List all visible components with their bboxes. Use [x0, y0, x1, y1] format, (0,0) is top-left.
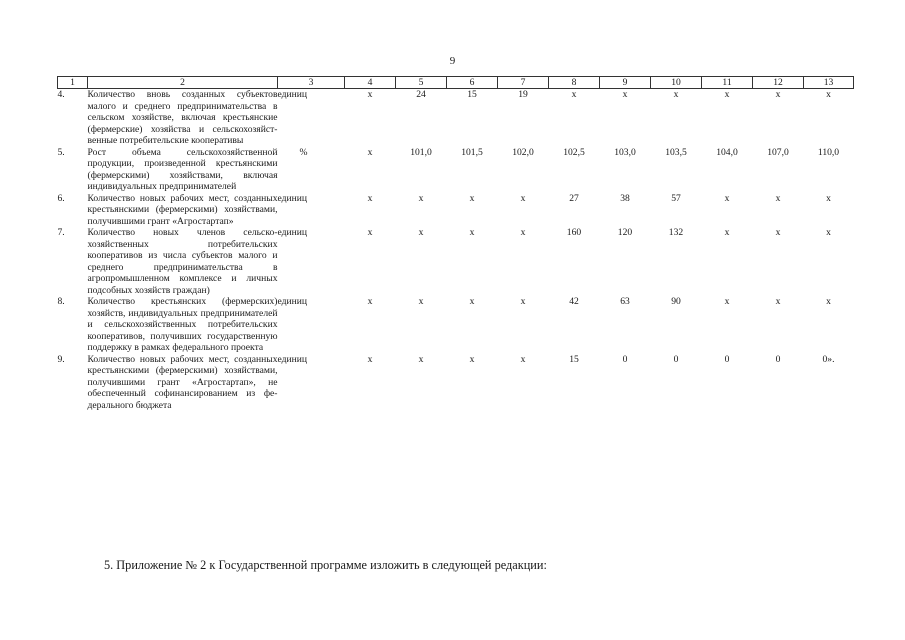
value-cell: 102,5 [563, 146, 585, 158]
row-unit: единиц [277, 192, 308, 204]
value-cell: х [673, 89, 679, 100]
value-cell: х [826, 89, 831, 100]
header-cell: 7 [498, 77, 549, 89]
indicators-table [57, 76, 854, 411]
value-cell: х [724, 296, 730, 307]
table-row [58, 296, 854, 354]
value-cell: х [418, 227, 424, 238]
value-cell: х [367, 353, 373, 365]
value-cell: х [367, 89, 373, 100]
row-description: Количество крестьянских (фермерских) хозяйств, индивидуальных предпринимателей и сельскохозяйственных потребительских кооперативов, получивших государственную поддержку в рамках федерального проекта [87, 296, 278, 353]
value-cell: 19 [518, 89, 528, 100]
value-cell: 103,5 [665, 146, 687, 158]
row-unit: % [299, 146, 308, 158]
value-cell: 101,0 [410, 146, 432, 158]
row-number: 7. [57, 227, 65, 238]
row-number: 6. [57, 192, 65, 204]
value-cell: х [367, 192, 373, 204]
value-cell: 132 [668, 227, 684, 238]
value-cell: х [826, 227, 831, 238]
header-cell: 12 [753, 77, 804, 89]
value-cell: 101,5 [461, 146, 483, 158]
header-cell: 13 [804, 77, 854, 89]
value-cell: х [469, 353, 475, 365]
value-cell: 15 [467, 89, 477, 100]
table-row [58, 193, 854, 228]
value-cell: 27 [569, 192, 579, 204]
value-cell: 107,0 [767, 146, 789, 158]
value-cell: х [724, 227, 730, 238]
value-cell: х [469, 296, 475, 307]
table-row [58, 354, 854, 412]
value-cell: 0 [775, 353, 781, 365]
header-row [58, 77, 854, 89]
value-cell: х [571, 89, 577, 100]
row-unit: единиц [277, 227, 308, 238]
value-cell: 90 [671, 296, 681, 307]
row-description: Рост объема сельскохозяйственной продукции, произведенной крестьянскими (фермерскими) хозяйствами, включая индивидуальных предпринимателей [87, 146, 278, 192]
value-cell: 0 [673, 353, 679, 365]
table-row [58, 227, 854, 296]
row-number: 4. [57, 89, 65, 100]
value-cell: х [520, 296, 526, 307]
value-cell: х [469, 227, 475, 238]
row-number: 8. [57, 296, 65, 307]
value-cell: 110,0 [817, 146, 840, 158]
value-cell: х [520, 353, 526, 365]
header-cell: 6 [447, 77, 498, 89]
value-cell: х [724, 89, 730, 100]
header-cell: 4 [345, 77, 396, 89]
row-description: Количество новых рабочих мест, созданных крестьянскими (фермерскими) хозяйствами, получившими грант «Агростартап», не обеспеченный софинансированием из федерального бюджета [87, 353, 278, 411]
row-unit: единиц [277, 89, 308, 100]
value-cell: х [418, 353, 424, 365]
row-number: 9. [57, 353, 65, 365]
closing-paragraph: 5. Приложение № 2 к Государственной программе изложить в следующей редакции: [104, 558, 547, 572]
value-cell: х [418, 296, 424, 307]
value-cell: 24 [416, 89, 426, 100]
value-cell: х [367, 227, 373, 238]
value-cell: х [775, 296, 781, 307]
value-cell: х [724, 192, 730, 204]
header-cell: 9 [600, 77, 651, 89]
row-number: 5. [57, 146, 65, 158]
value-cell: 104,0 [716, 146, 738, 158]
value-cell: х [520, 227, 526, 238]
value-cell: х [775, 227, 781, 238]
value-cell: 102,0 [512, 146, 534, 158]
value-cell: 38 [620, 192, 630, 204]
header-cell: 11 [702, 77, 753, 89]
row-description: Количество вновь созданных субъектов малого и среднего предпринимательства в сельском хозяйстве, включая крестьянские (фермерские) хозяйства и сельскохозяйственные потребительские кооперативы [87, 89, 278, 146]
value-cell: 42 [569, 296, 579, 307]
header-cell: 1 [58, 77, 88, 89]
value-cell: 15 [569, 353, 579, 365]
header-cell: 3 [278, 77, 345, 89]
row-description: Количество новых членов сельскохозяйственных потребительских кооперативов из числа субъектов малого и среднего предпринимательства в агропромышленном комплексе и личных подсобных хозяйств граждан) [87, 227, 278, 296]
value-cell: 63 [620, 296, 630, 307]
value-cell: х [469, 192, 475, 204]
row-unit: единиц [277, 296, 308, 307]
value-cell: 160 [566, 227, 582, 238]
value-cell: х [826, 296, 831, 307]
value-cell: х [775, 192, 781, 204]
value-cell: 0 [724, 353, 730, 365]
value-cell: х [367, 296, 373, 307]
value-cell: 0 [622, 353, 628, 365]
value-cell: х [622, 89, 628, 100]
value-cell: 103,0 [614, 146, 636, 158]
value-cell: х [775, 89, 781, 100]
value-cell: 120 [617, 227, 633, 238]
header-cell: 2 [88, 77, 278, 89]
value-cell: х [826, 192, 831, 204]
value-cell: х [367, 146, 373, 158]
row-description: Количество новых рабочих мест, созданных крестьянскими (фермерскими) хозяйствами, получившими грант «Агростартап» [87, 192, 278, 227]
value-cell: х [520, 192, 526, 204]
value-cell: 57 [671, 192, 681, 204]
header-cell: 5 [396, 77, 447, 89]
header-cell: 10 [651, 77, 702, 89]
row-unit: единиц [277, 353, 308, 365]
value-cell: 0». [822, 353, 835, 365]
table-row [58, 147, 854, 193]
table-row [58, 89, 854, 147]
header-cell: 8 [549, 77, 600, 89]
page-number: 9 [449, 55, 456, 67]
value-cell: х [418, 192, 424, 204]
